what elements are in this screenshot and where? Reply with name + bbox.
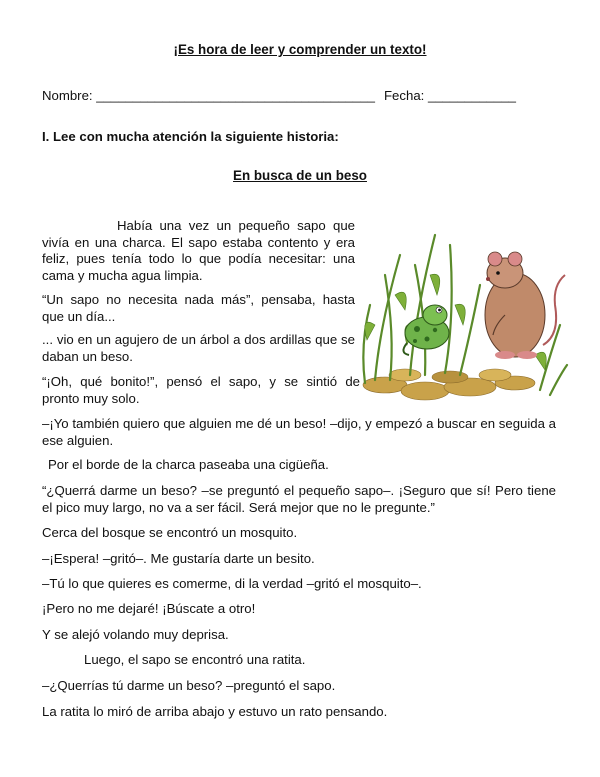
section-heading: I. Lee con mucha atención la siguiente historia: [42,129,339,144]
name-field-label: Nombre: ______________________________________ [42,88,375,103]
frog-figure [403,305,449,355]
story-paragraph-10: –Tú lo que quieres es comerme, di la verdad –gritó el mosquito–. [42,576,422,591]
story-paragraph-2: “Un sapo no necesita nada más”, pensaba, hasta que un día... [42,292,355,324]
story-paragraph-14: –¿Querrías tú darme un beso? –preguntó el sapo. [42,678,336,693]
date-field-label: Fecha: ____________ [384,88,516,103]
story-paragraph-11: ¡Pero no me dejaré! ¡Búscate a otro! [42,601,256,616]
story-paragraph-5: –¡Yo también quiero que alguien me dé un beso! –dijo, y empezó a buscar en seguida a ese alguien. [42,416,556,448]
story-paragraph-1: Había una vez un pequeño sapo que vivía en una charca. El sapo estaba contento y era feliz, pues tenía todo lo que podía necesitar: una cama y mucha agua limpia. [42,218,355,283]
rat-figure [485,252,565,359]
worksheet-title: ¡Es hora de leer y comprender un texto! [173,42,427,57]
story-title: En busca de un beso [233,168,367,183]
story-paragraph-4: “¡Oh, qué bonito!”, pensó el sapo, y se sintió de pronto muy solo. [42,374,360,406]
story-paragraph-13: Luego, el sapo se encontró una ratita. [84,652,306,667]
story-paragraph-8: Cerca del bosque se encontró un mosquito. [42,525,298,540]
story-paragraph-3: ... vio en un agujero de un árbol a dos ardillas que se daban un beso. [42,332,355,364]
story-paragraph-9: –¡Espera! –gritó–. Me gustaría darte un besito. [42,551,315,566]
story-paragraph-7: “¿Querrá darme un beso? –se preguntó el pequeño sapo–. ¡Seguro que sí! Pero tiene el pico muy largo, no va a ser fácil. Será mejor que no le pregunte.” [42,483,556,515]
story-paragraph-15: La ratita lo miró de arriba abajo y estuvo un rato pensando. [42,704,388,719]
story-paragraph-12: Y se alejó volando muy deprisa. [42,627,229,642]
story-paragraph-6: Por el borde de la charca paseaba una cigüeña. [48,457,329,472]
frog-and-rat-illustration-icon [355,215,570,415]
